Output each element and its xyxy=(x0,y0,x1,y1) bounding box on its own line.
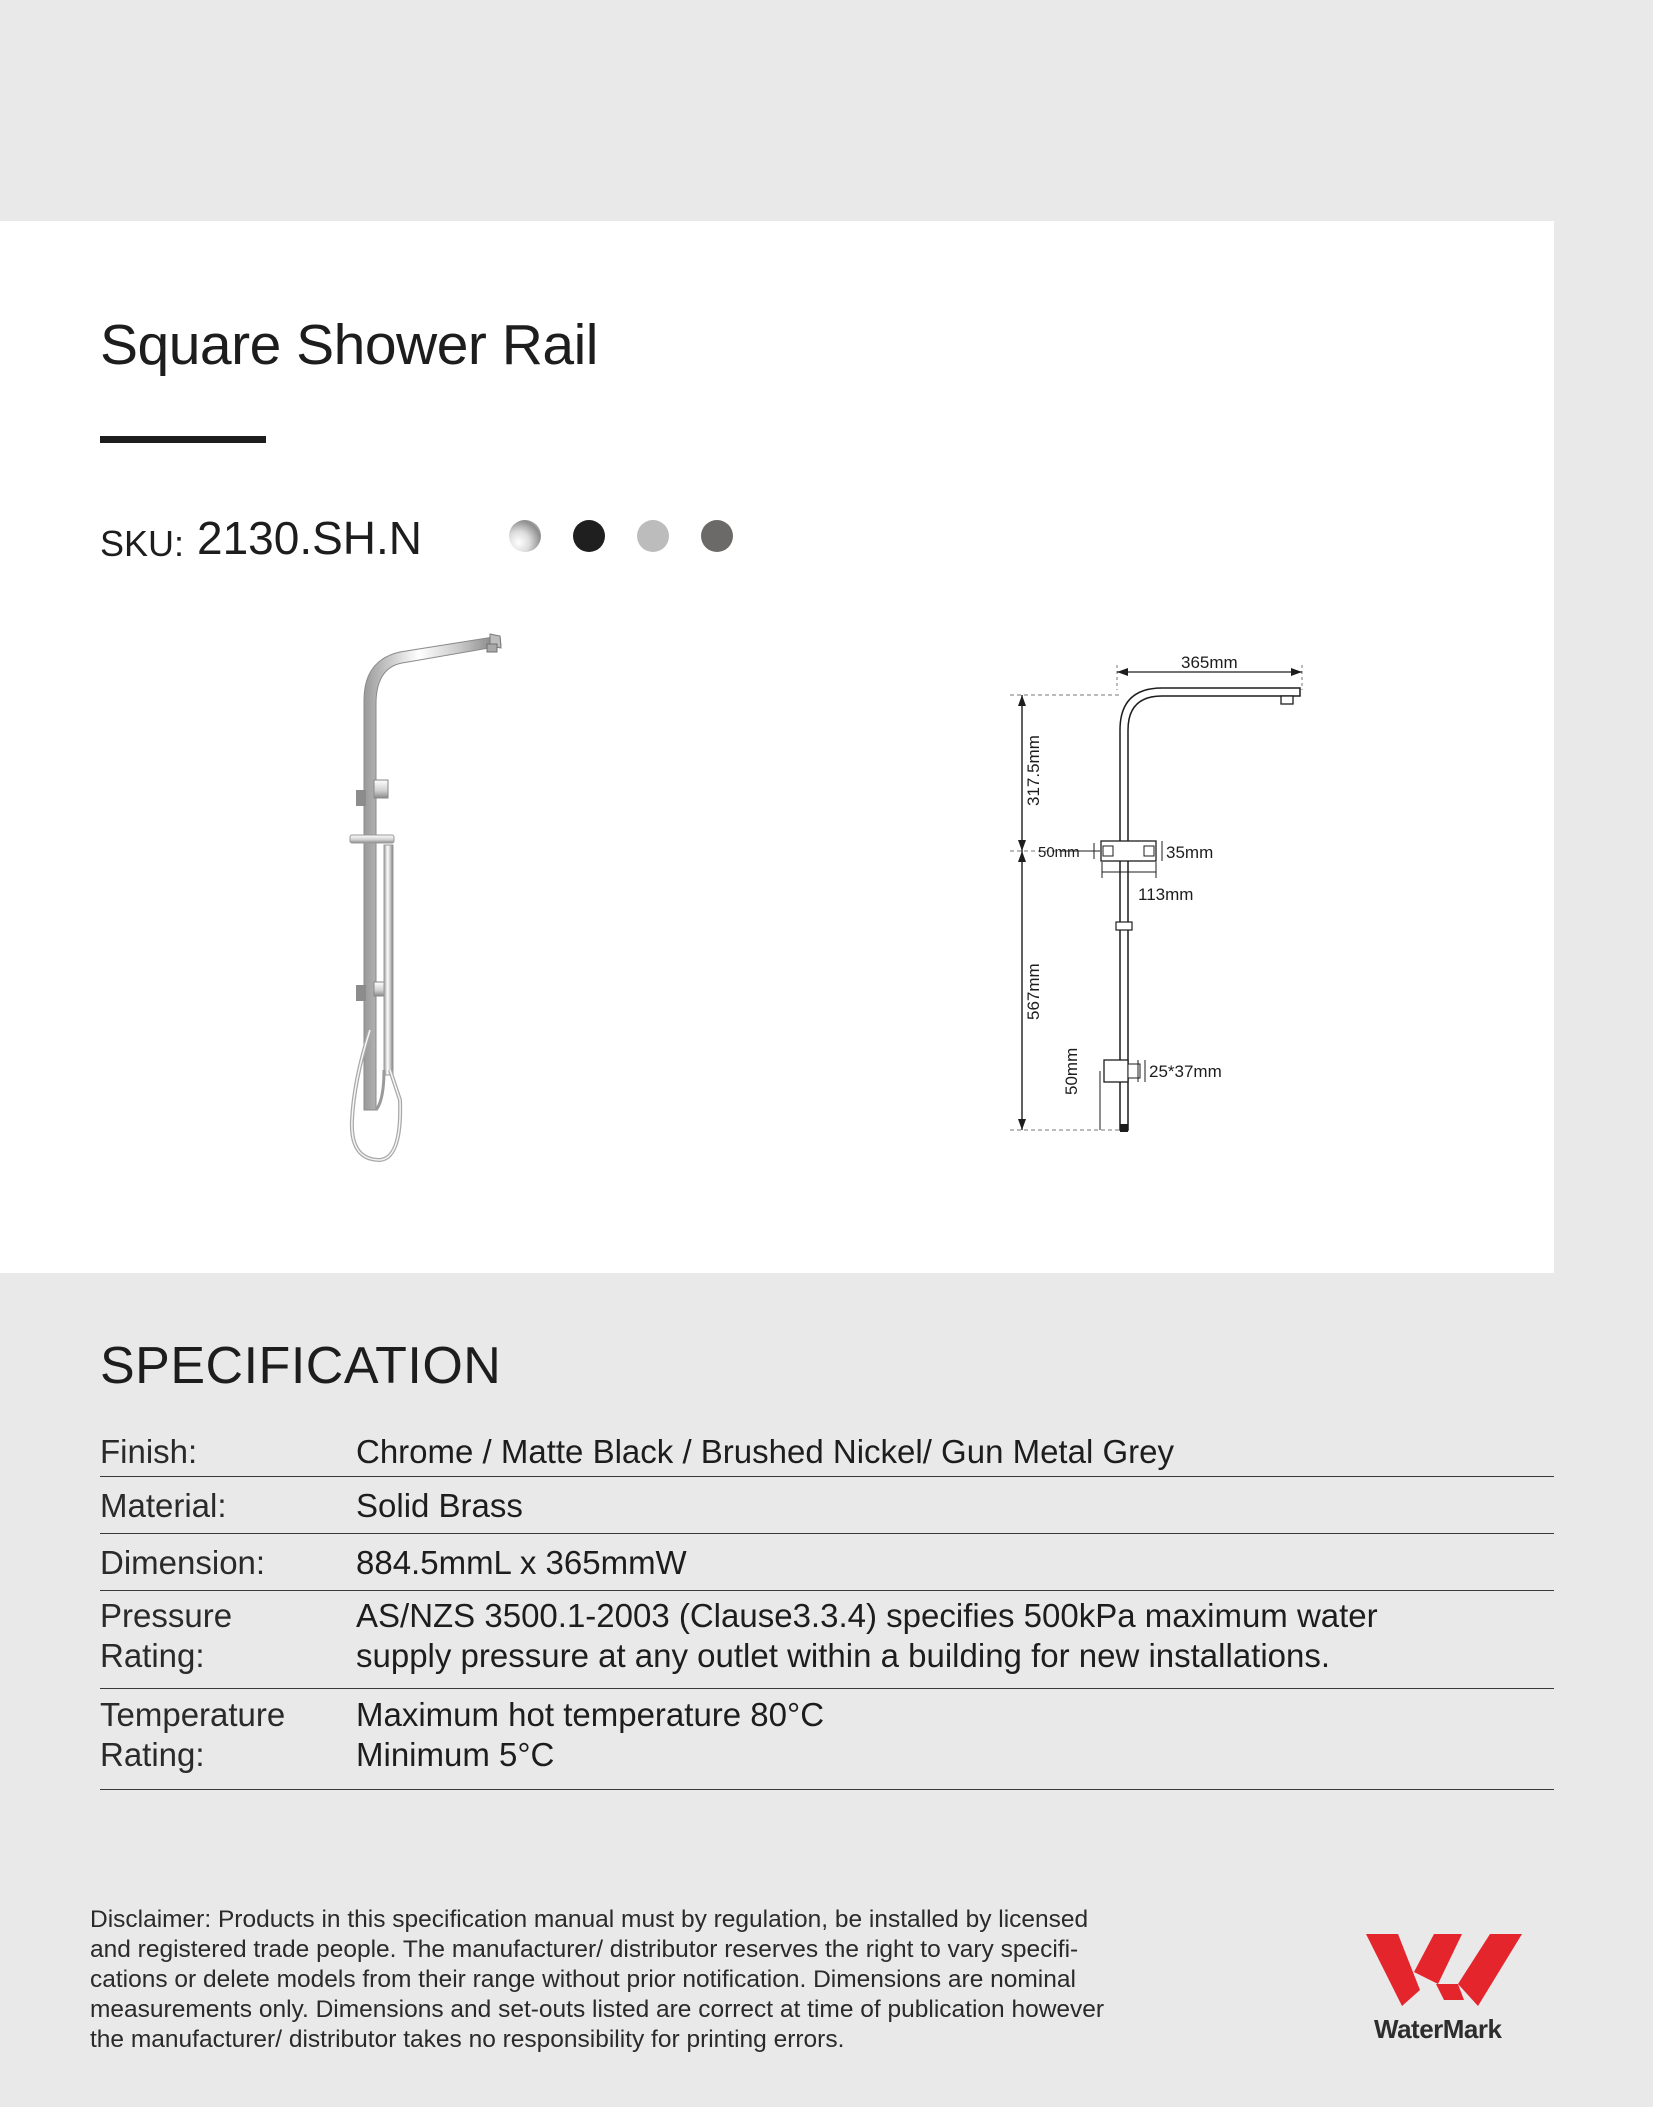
disclaimer-line: and registered trade people. The manufacturer/ distributor reserves the right to vary specifi- xyxy=(90,1936,1079,1963)
spec-value-dimension: 884.5mmL x 365mmW xyxy=(356,1544,687,1581)
disclaimer-line: measurements only. Dimensions and set-outs listed are correct at time of publication however xyxy=(90,1996,1105,2023)
spec-row-dimension xyxy=(100,1534,1554,1591)
spec-value-line: Minimum 5°C xyxy=(356,1736,555,1773)
disclaimer-text xyxy=(90,1905,1190,2055)
spec-label-line: Temperature xyxy=(100,1696,286,1733)
spec-row-pressure-rating xyxy=(100,1591,1554,1689)
page-title: Square Shower Rail xyxy=(100,313,598,377)
spec-label-line: Rating: xyxy=(100,1637,205,1674)
spec-label-line: Pressure xyxy=(100,1597,233,1634)
spec-label-pressure-rating xyxy=(100,1596,232,1676)
spec-value-line: supply pressure at any outlet within a building for new installations. xyxy=(356,1637,1331,1674)
spec-row-temperature-rating xyxy=(100,1689,1554,1790)
dimension-arm-width: 365mm xyxy=(1181,653,1238,672)
shower-rail-product-image xyxy=(340,630,520,1170)
dimension-drawing xyxy=(1000,650,1340,1150)
sku-value: 2130.SH.N xyxy=(197,512,423,564)
dimension-upper-height: 317.5mm xyxy=(1024,735,1043,806)
dimension-bottom-gap: 50mm xyxy=(1062,1047,1081,1095)
disclaimer-line: cations or delete models from their range without prior notification. Dimensions are nominal xyxy=(90,1966,1076,1993)
spec-row-finish xyxy=(100,1425,1554,1477)
title-underline xyxy=(100,436,266,443)
sku-label: SKU: xyxy=(100,523,185,564)
spec-label-temperature-rating xyxy=(100,1695,285,1775)
dimension-holder-depth: 35mm xyxy=(1166,843,1214,862)
spec-value-line: Maximum hot temperature 80°C xyxy=(356,1696,825,1733)
finish-swatch-brushed-nickel xyxy=(637,520,669,552)
spec-value-pressure-rating xyxy=(356,1596,1378,1676)
spec-value-material: Solid Brass xyxy=(356,1487,523,1524)
spec-value-finish: Chrome / Matte Black / Brushed Nickel/ Gun Metal Grey xyxy=(356,1433,1174,1470)
spec-label-finish: Finish: xyxy=(100,1433,198,1470)
spec-label-material: Material: xyxy=(100,1487,227,1524)
dimension-lower-height: 567mm xyxy=(1024,963,1043,1020)
watermark-logo-text: WaterMark xyxy=(1374,2014,1502,2044)
spec-label-dimension: Dimension: xyxy=(100,1544,266,1581)
disclaimer-line: the manufacturer/ distributor takes no responsibility for printing errors. xyxy=(90,2026,845,2053)
finish-swatch-chrome xyxy=(509,520,541,552)
disclaimer-line: Disclaimer: Products in this specification manual must by regulation, be installed by licensed xyxy=(90,1906,1089,1933)
finish-swatch-gun-metal-grey xyxy=(701,520,733,552)
specification-table xyxy=(100,1425,1554,1790)
finish-swatch-matte-black xyxy=(573,520,605,552)
spec-row-material xyxy=(100,1477,1554,1534)
watermark-logo-icon xyxy=(1362,1928,1532,2018)
spec-label-line: Rating: xyxy=(100,1736,205,1773)
dimension-holder-gap: 50mm xyxy=(1038,844,1080,861)
spec-value-line: AS/NZS 3500.1-2003 (Clause3.3.4) specifies 500kPa maximum water xyxy=(356,1597,1378,1634)
dimension-holder-width: 113mm xyxy=(1138,885,1194,904)
spec-value-temperature-rating xyxy=(356,1695,824,1775)
dimension-bottom-bracket: 25*37mm xyxy=(1149,1062,1222,1081)
specification-heading: SPECIFICATION xyxy=(100,1337,502,1395)
